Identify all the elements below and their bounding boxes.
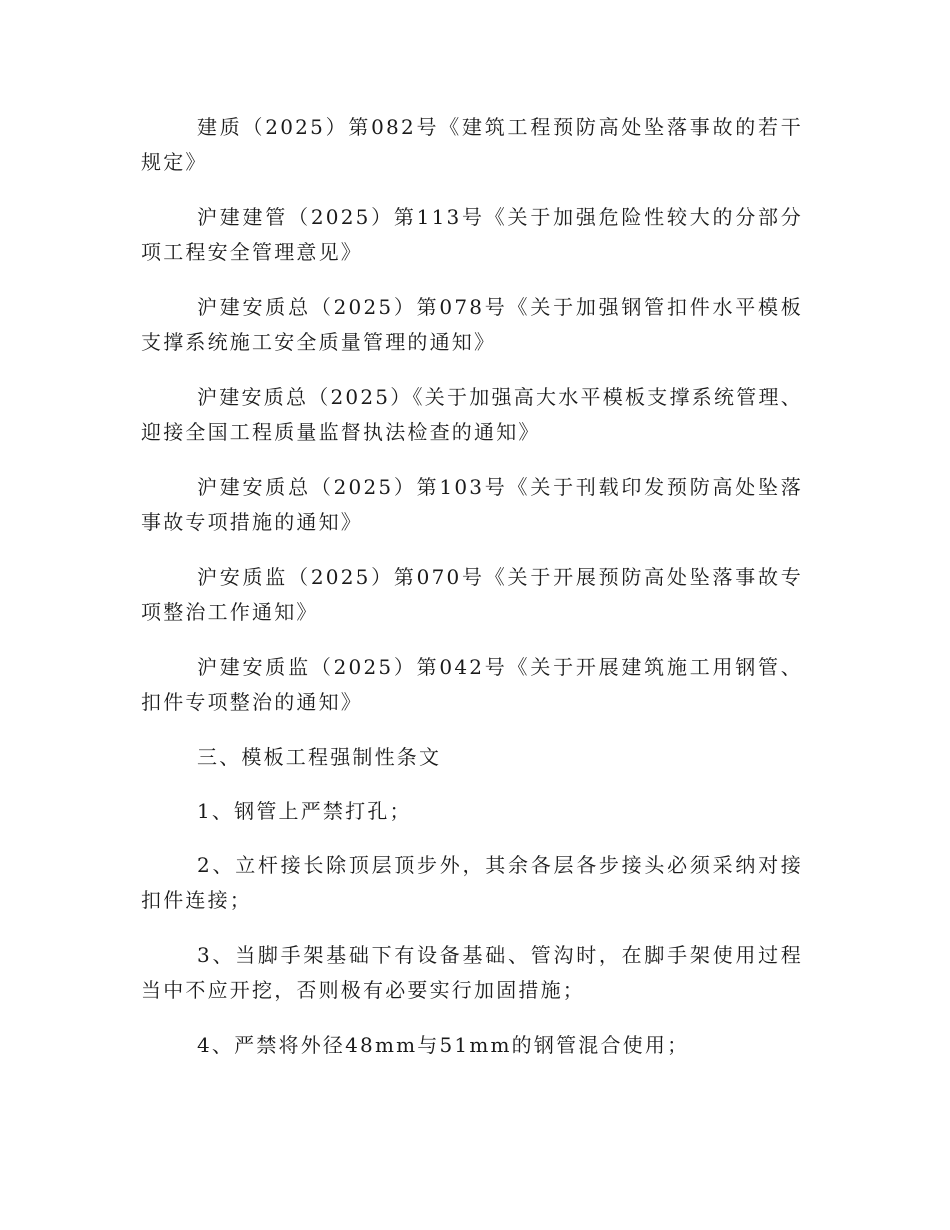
regulation-item-5: 沪建安质总（2025）第103号《关于刊载印发预防高处坠落事故专项措施的通知》 <box>141 475 803 534</box>
document-body <box>141 110 803 1082</box>
section-heading: 三、模板工程强制性条文 <box>197 745 442 769</box>
regulation-item-6: 沪安质监（2025）第070号《关于开展预防高处坠落事故专项整治工作通知》 <box>141 565 803 624</box>
regulation-item-3: 沪建安质总（2025）第078号《关于加强钢管扣件水平模板支撑系统施工安全质量管理的通知》 <box>141 295 803 354</box>
clause-1: 1、钢管上严禁打孔； <box>197 799 412 823</box>
regulation-item-2: 沪建建管（2025）第113号《关于加强危险性较大的分部分项工程安全管理意见》 <box>141 205 803 264</box>
regulation-item-1: 建质（2025）第082号《建筑工程预防高处坠落事故的若干规定》 <box>141 115 803 174</box>
regulation-item-4: 沪建安质总（2025）《关于加强高大水平模板支撑系统管理、迎接全国工程质量监督执法检查的通知》 <box>141 385 803 444</box>
clause-3: 3、当脚手架基础下有设备基础、管沟时，在脚手架使用过程当中不应开挖，否则极有必要实行加固措施； <box>141 943 803 1002</box>
clause-4: 4、严禁将外径48mm与51mm的钢管混合使用； <box>197 1033 690 1057</box>
clause-2: 2、立杆接长除顶层顶步外，其余各层各步接头必须采纳对接扣件连接； <box>141 853 803 912</box>
regulation-item-7: 沪建安质监（2025）第042号《关于开展建筑施工用钢管、扣件专项整治的通知》 <box>141 655 803 714</box>
